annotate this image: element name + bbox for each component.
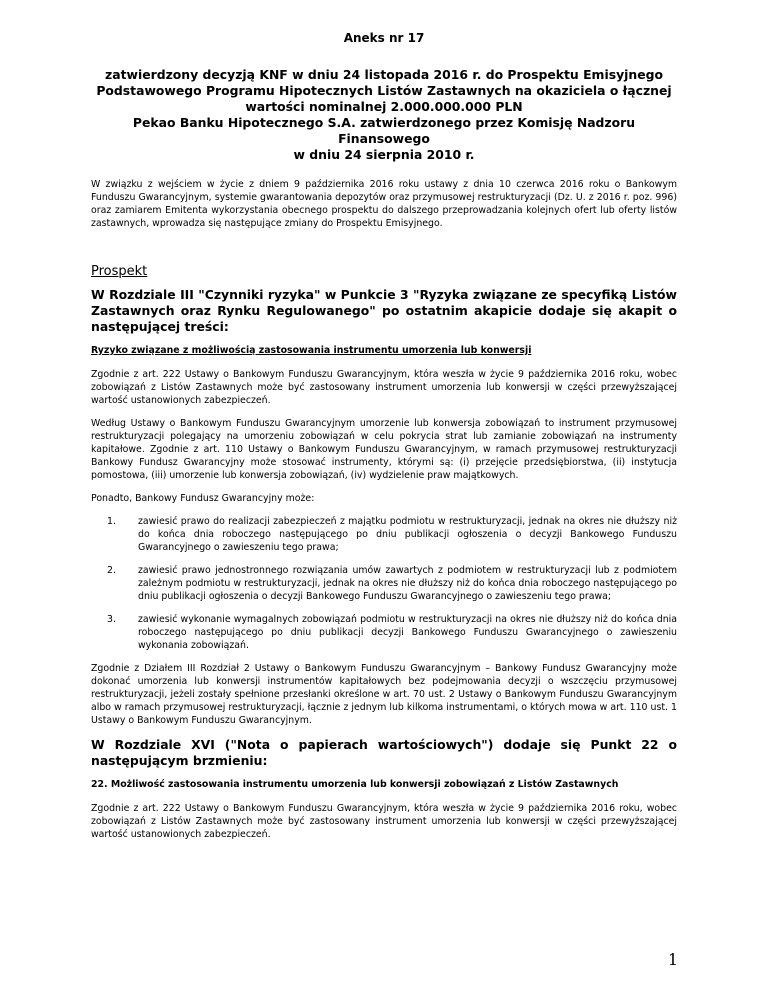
section-22-paragraph: Zgodnie z art. 222 Ustawy o Bankowym Funduszu Gwarancyjnym, która weszła w życie 9 października 2016 roku, wobec zobowiązań z Listów Zastawnych może być zastosowany instrument umorzenia lub konwersji w części przewyższającej wartość ustanowionych zabezpieczeń.: [91, 803, 677, 840]
list-item: [91, 613, 677, 652]
document-body: [91, 178, 677, 841]
list-item-number: 1.: [107, 516, 116, 527]
list-item: [91, 564, 677, 603]
intro-paragraph: W związku z wejściem w życie z dniem 9 października 2016 roku ustawy z dnia 10 czerwca 2016 roku o Bankowym Funduszu Gwarancyjnym, systemie gwarantowania depozytów oraz przymusowej restrukturyzacji (Dz. U. z 2016 r. poz. 996) oraz zamiarem Emitenta wykorzystania obecnego prospektu do dalszego przeprowadzania kolejnych ofert lub oferty listów zastawnych, wprowadza się następujące zmiany do Prospektu Emisyjnego.: [91, 179, 677, 229]
section-label-prospekt: Prospekt: [91, 264, 148, 279]
section-22-heading: 22. Możliwość zastosowania instrumentu umorzenia lub konwersji zobowiązań z Listów Zastawnych: [91, 779, 619, 790]
subtitle-line: wartości nominalnej 2.000.000.000 PLN: [245, 99, 523, 114]
annex-title: Aneks nr 17: [343, 31, 425, 45]
risk-heading: Ryzyko związane z możliwością zastosowania instrumentu umorzenia lub konwersji: [91, 345, 532, 356]
subtitle-line: Pekao Banku Hipotecznego S.A. zatwierdzonego przez Komisję Nadzoru Finansowego: [132, 115, 636, 146]
list-item-text: zawiesić prawo do realizacji zabezpieczeń z majątku podmiotu w restrukturyzacji, jednak na okres nie dłuższy niż do końca dnia roboczego następującego po dniu publikacji ogłoszenia o decyzji Bankowego Funduszu Gwarancyjnego o zawieszeniu tego prawa;: [138, 516, 677, 553]
amendment-instruction-1: W Rozdziale III "Czynniki ryzyka" w Punkcie 3 "Ryzyka związane ze specyfiką Listów Zastawnych oraz Rynku Regulowanego" po ostatnim akapicie dodaje się akapit o następującej treści:: [91, 287, 677, 334]
document-subtitle: [91, 67, 677, 163]
closing-paragraph: Zgodnie z Działem III Rozdział 2 Ustawy o Bankowym Funduszu Gwarancyjnym – Bankowy Fundusz Gwarancyjny może dokonać umorzenia lub konwersji instrumentów kapitałowych bez podejmowania decyzji o wszczęciu przymusowej restrukturyzacji, jeżeli zostały spełnione przesłanki określone w art. 70 ust. 2 Ustawy o Bankowym Funduszu Gwarancyjnym albo w ramach przymusowej restrukturyzacji, łącznie z jednym lub kilkoma instrumentami, o których mowa w art. 110 ust. 1 Ustawy o Bankowym Funduszu Gwarancyjnym.: [91, 663, 677, 726]
list-item: [91, 515, 677, 554]
list-item-text: zawiesić prawo jednostronnego rozwiązania umów zawartych z podmiotem w restrukturyzacji lub z podmiotem zależnym podmiotu w restrukturyzacji, jednak na okres nie dłuższy niż do końca dnia roboczego następującego po dniu publikacji ogłoszenia o decyzji Bankowego Funduszu Gwarancyjnego o zawieszeniu tego prawa;: [138, 565, 677, 602]
list-item-number: 2.: [107, 565, 116, 576]
amendment-instruction-2: W Rozdziale XVI ("Nota o papierach wartościowych") dodaje się Punkt 22 o następującym brzmieniu:: [91, 737, 677, 768]
paragraph: Według Ustawy o Bankowym Funduszu Gwarancyjnym umorzenie lub konwersja zobowiązań to instrument przymusowej restrukturyzacji polegający na umorzeniu zobowiązań w celu pokrycia strat lub zamianie zobowiązań na instrumenty kapitałowe. Zgodnie z art. 110 Ustawy o Bankowym Funduszu Gwarancyjnym, w ramach przymusowej restrukturyzacji Bankowy Fundusz Gwarancyjny może stosować instrumenty, którymi są: (i) przejęcie przedsiębiorstwa, (ii) instytucja pomostowa, (iii) umorzenie lub konwersja zobowiązań, (iv) wydzielenie praw majątkowych.: [91, 418, 677, 481]
subtitle-line: w dniu 24 sierpnia 2010 r.: [293, 147, 475, 162]
paragraph: Zgodnie z art. 222 Ustawy o Bankowym Funduszu Gwarancyjnym, która weszła w życie 9 października 2016 roku, wobec zobowiązań z Listów Zastawnych może być zastosowany instrument umorzenia lub konwersji w części przewyższającej wartość ustanowionych zabezpieczeń.: [91, 369, 677, 406]
paragraph: Ponadto, Bankowy Fundusz Gwarancyjny może:: [91, 493, 315, 504]
subtitle-line: zatwierdzony decyzją KNF w dniu 24 listopada 2016 r. do Prospektu Emisyjnego: [105, 67, 663, 82]
numbered-list: [91, 515, 677, 652]
subtitle-line: Podstawowego Programu Hipotecznych Listów Zastawnych na okaziciela o łącznej: [96, 83, 672, 98]
page-number: 1: [667, 950, 678, 969]
list-item-text: zawiesić wykonanie wymagalnych zobowiązań podmiotu w restrukturyzacji na okres nie dłuższy niż do końca dnia roboczego następującego po dniu publikacji decyzji Bankowego Funduszu Gwarancyjnego o zawieszeniu wykonania zobowiązań.: [138, 614, 677, 651]
list-item-number: 3.: [107, 614, 116, 625]
